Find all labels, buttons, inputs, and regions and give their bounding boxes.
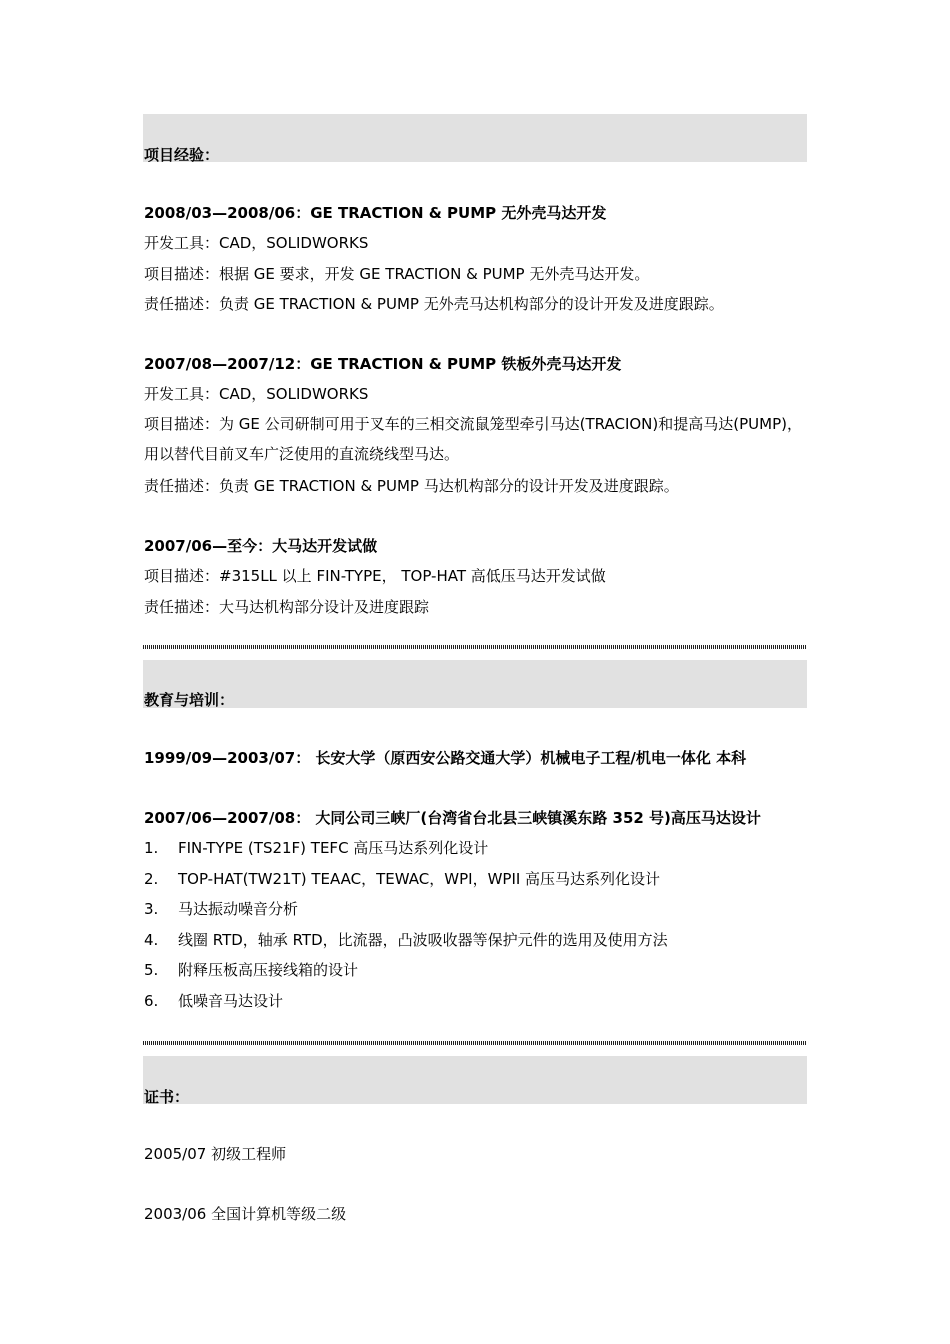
list-item-text: 附释压板高压接线箱的设计	[178, 961, 359, 979]
project-responsibility: 责任描述：负责 GE TRACTION & PUMP 马达机构部分的设计开发及进度跟踪。	[144, 477, 679, 495]
list-item	[144, 931, 668, 949]
list-item	[144, 870, 660, 888]
list-item-number: 2.	[144, 870, 159, 888]
project-heading: 2008/03—2008/06：GE TRACTION & PUMP 无外壳马达开发	[144, 204, 607, 222]
list-item	[144, 992, 283, 1010]
certificate-item: 2005/07 初级工程师	[144, 1145, 287, 1163]
list-item-number: 5.	[144, 961, 159, 979]
list-item-text: 线圈 RTD，轴承 RTD，比流器，凸波吸收器等保护元件的选用及使用方法	[178, 931, 668, 949]
list-item	[144, 900, 298, 918]
project-description: 项目描述：#315LL 以上 FIN-TYPE， TOP-HAT 高低压马达开发试做	[144, 567, 606, 585]
section-title-certificates: 证书：	[144, 1088, 190, 1106]
list-item-number: 4.	[144, 931, 159, 949]
section-divider	[143, 1041, 807, 1045]
section-title-projects: 项目经验：	[144, 146, 220, 164]
list-item-text: FIN-TYPE (TS21F) TEFC 高压马达系列化设计	[178, 839, 489, 857]
project-description: 项目描述：根据 GE 要求，开发 GE TRACTION & PUMP 无外壳马达开发。	[144, 265, 650, 283]
project-tools: 开发工具：CAD，SOLIDWORKS	[144, 385, 369, 403]
project-description: 项目描述：为 GE 公司研制可用于叉车的三相交流鼠笼型牵引马达(TRACION)和提高马达(PUMP)，用以替代目前叉车广泛使用的直流绕线型马达。	[144, 415, 802, 463]
section-band-projects	[143, 114, 807, 162]
list-item-text: 马达振动噪音分析	[178, 900, 299, 918]
list-item-text: 低噪音马达设计	[178, 992, 284, 1010]
section-divider	[143, 645, 807, 649]
education-heading: 2007/06—2007/08： 大同公司三峡厂(台湾省台北县三峡镇溪东路 352 号)高压马达设计	[144, 809, 761, 827]
list-item-text: TOP-HAT(TW21T) TEAAC，TEWAC，WPI，WPII 高压马达系列化设计	[178, 870, 661, 888]
section-band-certificates	[143, 1056, 807, 1104]
list-item-number: 1.	[144, 839, 159, 857]
list-item-number: 3.	[144, 900, 159, 918]
list-item-number: 6.	[144, 992, 159, 1010]
project-tools: 开发工具：CAD，SOLIDWORKS	[144, 234, 369, 252]
list-item	[144, 961, 358, 979]
section-band-education	[143, 660, 807, 708]
list-item	[144, 839, 488, 857]
certificate-item: 2003/06 全国计算机等级二级	[144, 1205, 347, 1223]
project-responsibility: 责任描述：大马达机构部分设计及进度跟踪	[144, 598, 430, 616]
project-heading: 2007/06—至今：大马达开发试做	[144, 537, 378, 555]
section-title-education: 教育与培训：	[144, 691, 235, 709]
project-responsibility: 责任描述：负责 GE TRACTION & PUMP 无外壳马达机构部分的设计开发及进度跟踪。	[144, 295, 724, 313]
project-heading: 2007/08—2007/12：GE TRACTION & PUMP 铁板外壳马达开发	[144, 355, 622, 373]
education-heading: 1999/09—2003/07： 长安大学（原西安公路交通大学）机械电子工程/机电一体化 本科	[144, 749, 747, 767]
